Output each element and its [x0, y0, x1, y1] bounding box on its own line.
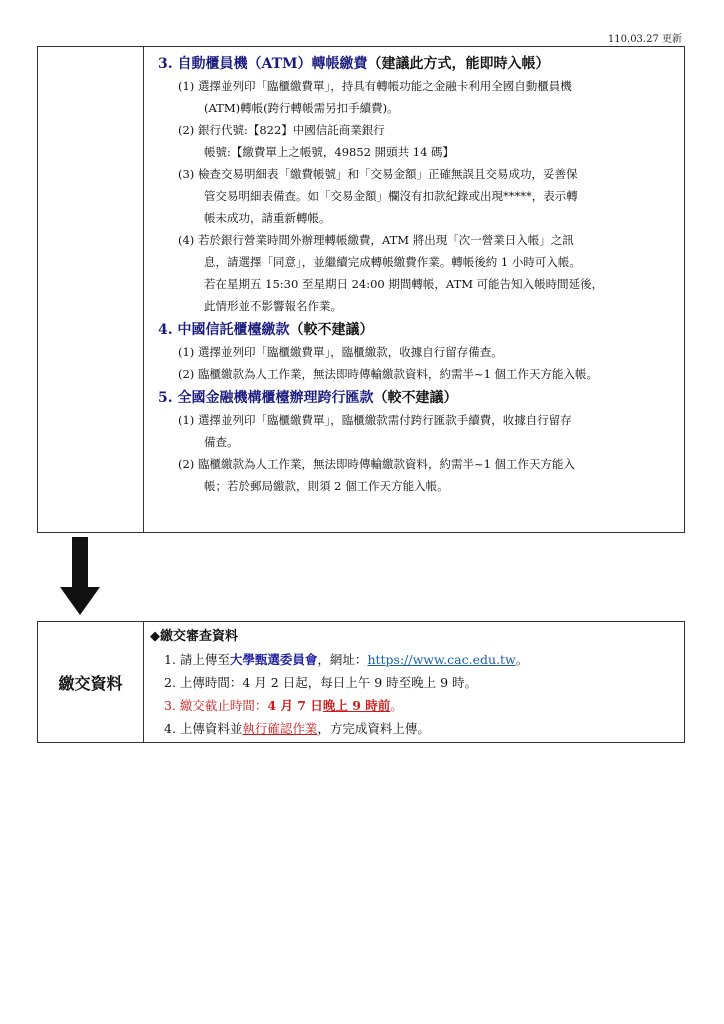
item4-end: ，方完成資料上傳。 [317, 721, 430, 736]
item1-mid: ，網址： [317, 652, 368, 667]
table-left-column [38, 47, 144, 532]
item1-end: 。 [515, 652, 529, 667]
section4-title-note: （較不建議） [289, 322, 374, 338]
section4-item-2-text: (2) 臨櫃繳款為人工作業，無法即時傳輸繳款資料，約需半~1 個工作天方能入帳。 [178, 367, 599, 381]
deadline-time: 晚上 9 時前 [322, 698, 391, 713]
section5-item-2-line2: 帳；若於郵局繳款，則須 2 個工作天方能入帳。 [204, 479, 449, 493]
section3-item-1-line2: (ATM)轉帳(跨行轉帳需另扣手續費)。 [204, 101, 399, 115]
deadline-label: 3. 繳交截止時間： [164, 698, 268, 713]
section3-item-4-line3: 若在星期五 15:30 至星期日 24:00 期間轉帳，ATM 可能告知入帳時間延後， [204, 277, 604, 291]
submission-label: 繳交資料 [38, 622, 144, 742]
section3-item-4-line4: 此情形並不影響報名作業。 [204, 299, 342, 313]
deadline-date: 4 月 7 日 [267, 698, 323, 713]
section3-item-4 [174, 229, 678, 317]
section3-item-1 [174, 75, 678, 119]
section3-title-text: 3. 自動櫃員機（ATM）轉帳繳費 [158, 56, 368, 72]
section4-item-1-text: (1) 選擇並列印「臨櫃繳費單」，臨櫃繳款，收據自行留存備查。 [178, 345, 503, 359]
submission-item-3 [150, 694, 678, 717]
item1-prefix: 1. 請上傳至 [164, 652, 230, 667]
section3-item-4-line1: (4) 若於銀行營業時間外辦理轉帳繳費，ATM 將出現「次一營業日入帳」之訊 [178, 233, 574, 247]
submission-content [144, 622, 684, 740]
section4-item-1 [174, 341, 678, 363]
section5-title-text: 5. 全國金融機構櫃檯辦理跨行匯款 [158, 390, 374, 406]
update-date: 110.03.27 更新 [607, 34, 682, 45]
section3-item-2-line1: (2) 銀行代號:【822】中國信託商業銀行 [178, 123, 385, 137]
section4-title-text: 4. 中國信託櫃檯繳款 [158, 322, 290, 338]
section4-item-2 [174, 363, 678, 385]
confirm-action-text: 執行確認作業 [242, 721, 318, 736]
section3-item-3-line3: 帳未成功，請重新轉帳。 [204, 211, 331, 225]
committee-name: 大學甄選委員會 [229, 652, 318, 667]
section5-title-note: （較不建議） [373, 390, 458, 406]
deadline-end: 。 [390, 698, 403, 713]
section4-title [158, 319, 678, 341]
section5-item-2 [174, 453, 678, 497]
section3-item-3-line2: 管交易明細表備查。如「交易金額」欄沒有扣款紀錄或出現*****，表示轉 [204, 189, 578, 203]
item4-prefix: 4. 上傳資料並 [164, 721, 243, 736]
submission-table [37, 621, 685, 743]
submission-heading: ◆繳交審查資料 [150, 629, 238, 644]
section3-item-2-line2: 帳號:【繳費單上之帳號，49852 開頭共 14 碼】 [204, 145, 455, 159]
section3-item-4-line2: 息，請選擇「同意」，並繼續完成轉帳繳費作業。轉帳後約 1 小時可入帳。 [204, 255, 581, 269]
payment-methods-table [37, 46, 685, 533]
section3-item-2 [174, 119, 678, 163]
section3-title [158, 53, 678, 75]
section5-item-1 [174, 409, 678, 453]
section5-title [158, 387, 678, 409]
down-arrow-icon [60, 537, 100, 615]
section3-title-note: （建議此方式，能即時入帳） [367, 56, 550, 72]
section3-item-3-line1: (3) 檢查交易明細表「繳費帳號」和「交易金額」正確無誤且交易成功，妥善保 [178, 167, 578, 181]
section5-item-1-line1: (1) 選擇並列印「臨櫃繳費單」，臨櫃繳款需付跨行匯款手續費，收據自行留存 [178, 413, 572, 427]
section5-item-2-line1: (2) 臨櫃繳款為人工作業，無法即時傳輸繳款資料，約需半~1 個工作天方能入 [178, 457, 576, 471]
section3-item-3 [174, 163, 678, 229]
submission-item-4 [150, 717, 678, 740]
payment-methods-content [144, 47, 684, 497]
cac-website-link[interactable]: https://www.cac.edu.tw [367, 652, 516, 667]
submission-item-1 [150, 648, 678, 671]
section5-item-1-line2: 備查。 [204, 435, 239, 449]
section3-item-1-line1: (1) 選擇並列印「臨櫃繳費單」，持具有轉帳功能之金融卡利用全國自動櫃員機 [178, 79, 572, 93]
submission-item-2: 2. 上傳時間：4 月 2 日起，每日上午 9 時至晚上 9 時。 [164, 675, 478, 690]
